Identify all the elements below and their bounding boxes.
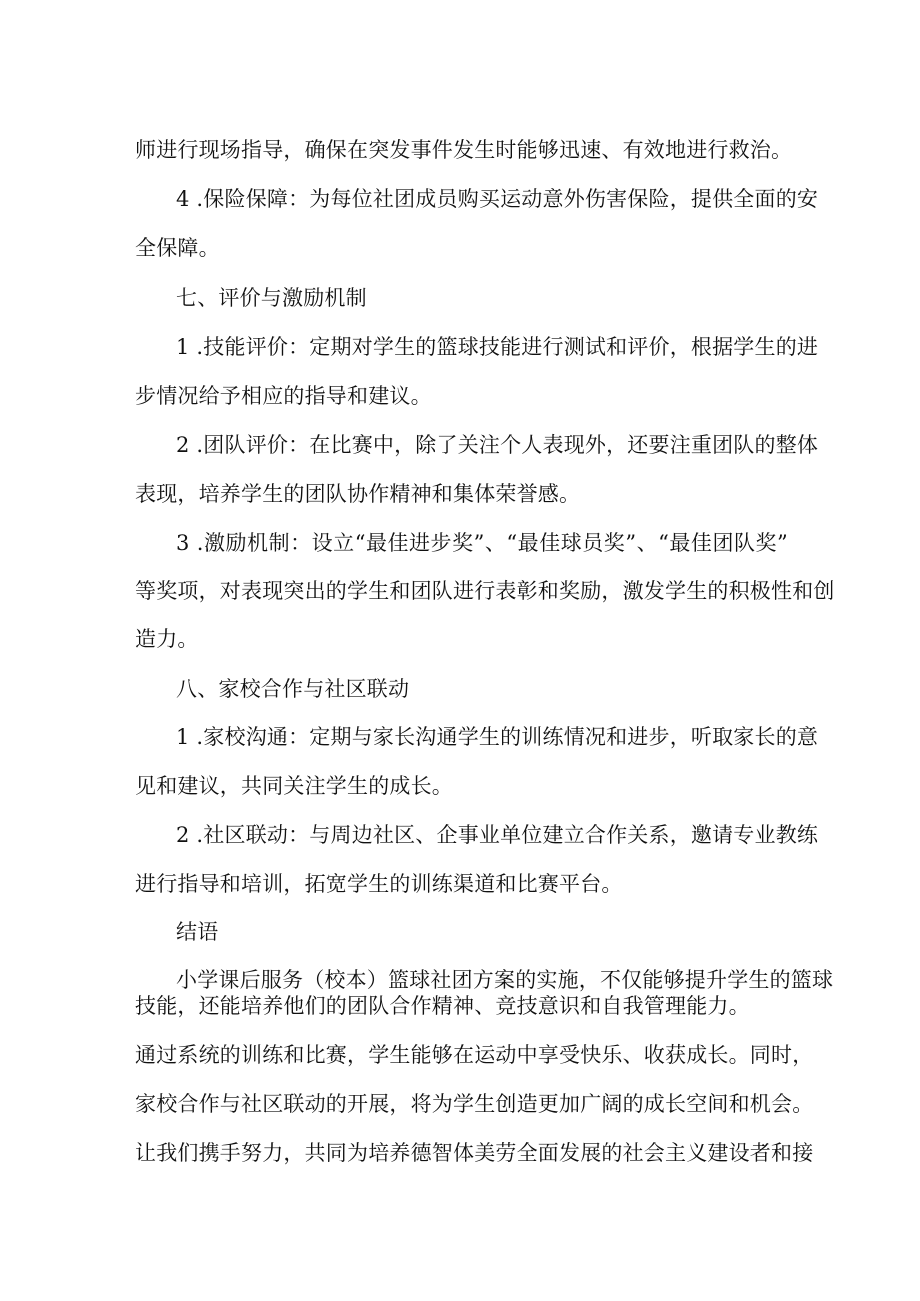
list-item-line: 1 .技能评价：定期对学生的篮球技能进行测试和评价，根据学生的进 — [176, 335, 819, 359]
list-item-line: 2 .团队评价：在比赛中，除了关注个人表现外，还要注重团队的整体 — [176, 433, 819, 457]
list-item-line: 2 .社区联动：与周边社区、企事业单位建立合作关系，邀请专业教练 — [176, 823, 819, 847]
section-heading: 结语 — [176, 920, 219, 944]
list-item-line: 全保障。 — [135, 236, 220, 260]
list-item-line: 1 .家校沟通：定期与家长沟通学生的训练情况和进步，听取家长的意 — [176, 725, 819, 749]
list-item-line: 3 .激励机制：设立“最佳进步奖”、“最佳球员奖”、“最佳团队奖” — [176, 531, 788, 555]
list-item-line: 等奖项，对表现突出的学生和团队进行表彰和奖励，激发学生的积极性和创 — [135, 579, 835, 603]
body-text-line: 小学课后服务（校本）篮球社团方案的实施，不仅能够提升学生的篮球 — [176, 968, 834, 992]
section-heading: 七、评价与激励机制 — [176, 286, 367, 310]
body-text-line: 师进行现场指导，确保在突发事件发生时能够迅速、有效地进行救治。 — [135, 138, 793, 162]
list-item-line: 见和建议，共同关注学生的成长。 — [135, 774, 453, 798]
list-item-line: 表现，培养学生的团队协作精神和集体荣誉感。 — [135, 482, 581, 506]
list-item-line: 4 .保险保障：为每位社团成员购买运动意外伤害保险，提供全面的安 — [176, 187, 819, 211]
body-text-line: 通过系统的训练和比赛，学生能够在运动中享受快乐、收获成长。同时， — [135, 1043, 814, 1067]
body-text-line: 技能，还能培养他们的团队合作精神、竞技意识和自我管理能力。 — [135, 994, 750, 1018]
list-item-line: 造力。 — [135, 627, 199, 651]
section-heading: 八、家校合作与社区联动 — [176, 677, 410, 701]
body-text-line: 家校合作与社区联动的开展，将为学生创造更加广阔的成长空间和机会。 — [135, 1092, 814, 1116]
list-item-line: 进行指导和培训，拓宽学生的训练渠道和比赛平台。 — [135, 872, 623, 896]
list-item-line: 步情况给予相应的指导和建议。 — [135, 384, 432, 408]
body-text-line: 让我们携手努力，共同为培养德智体美劳全面发展的社会主义建设者和接 — [135, 1141, 814, 1165]
